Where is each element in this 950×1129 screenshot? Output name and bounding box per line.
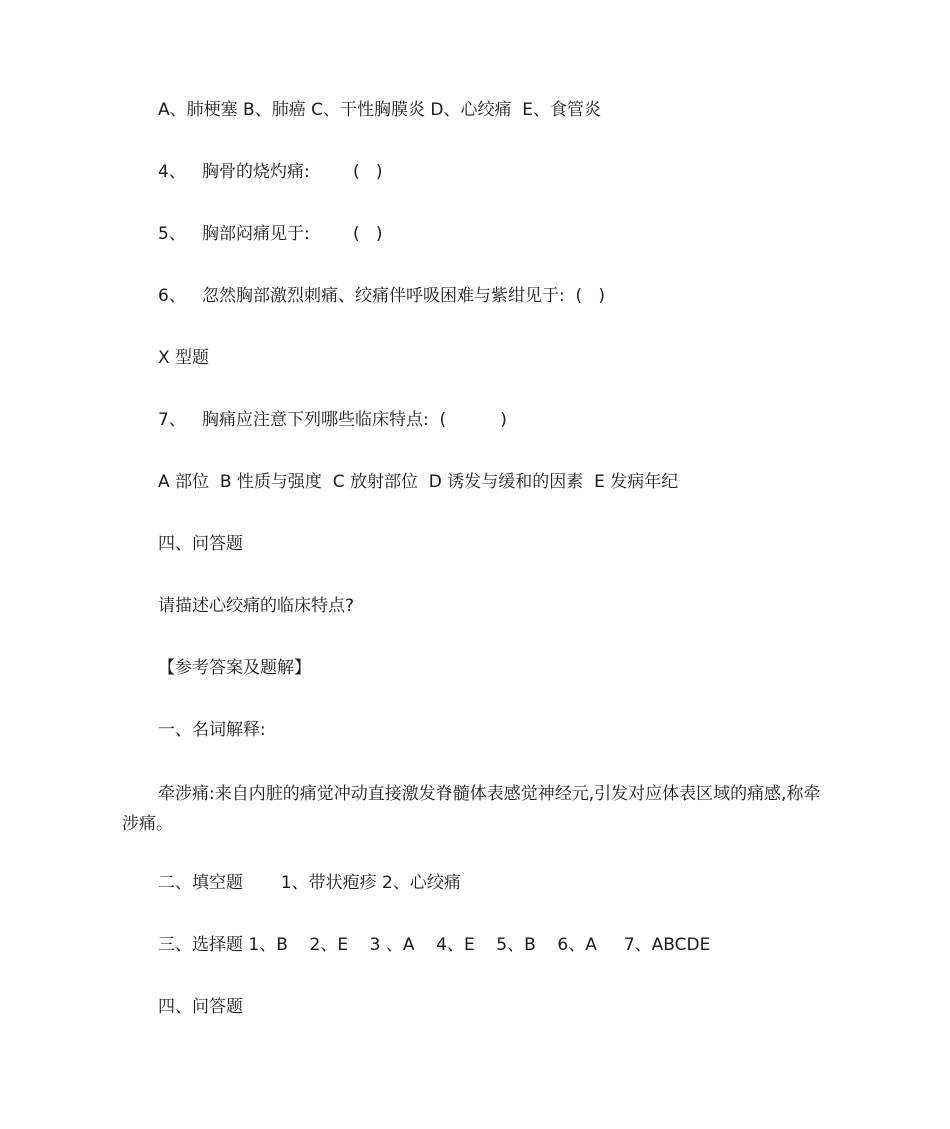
section-x-type-heading: X 型题 (158, 348, 210, 368)
question-6: 6、 忽然胸部激烈刺痛、绞痛伴呼吸困难与紫绀见于: ( ) (158, 286, 606, 306)
answer-referred-pain: 牵涉痛:来自内脏的痛觉冲动直接激发脊髓体表感觉神经元,引发对应体表区域的痛感,称牵涉痛。 (122, 784, 821, 834)
qa-question: 请描述心绞痛的临床特点? (158, 596, 355, 616)
answer-fill-in: 二、填空题 1、带状疱疹 2、心绞痛 (158, 873, 461, 893)
question-7-options: A 部位 B 性质与强度 C 放射部位 D 诱发与缓和的因素 E 发病年纪 (158, 472, 679, 492)
question-5: 5、 胸部闷痛见于: ( ) (158, 224, 383, 244)
question-4: 4、 胸骨的烧灼痛: ( ) (158, 162, 383, 182)
question-3-options: A、肺梗塞 B、肺癌 C、干性胸膜炎 D、心绞痛 E、食管炎 (158, 100, 602, 120)
answer-multiple-choice: 三、选择题 1、B 2、E 3 、A 4、E 5、B 6、A 7、ABCDE (158, 935, 711, 955)
answer-qa-heading: 四、问答题 (158, 997, 243, 1017)
answer-terms-heading: 一、名词解释: (158, 720, 266, 740)
section-qa-heading: 四、问答题 (158, 534, 243, 554)
answers-heading: 【参考答案及题解】 (158, 658, 311, 678)
question-7: 7、 胸痛应注意下列哪些临床特点: ( ) (158, 410, 507, 430)
